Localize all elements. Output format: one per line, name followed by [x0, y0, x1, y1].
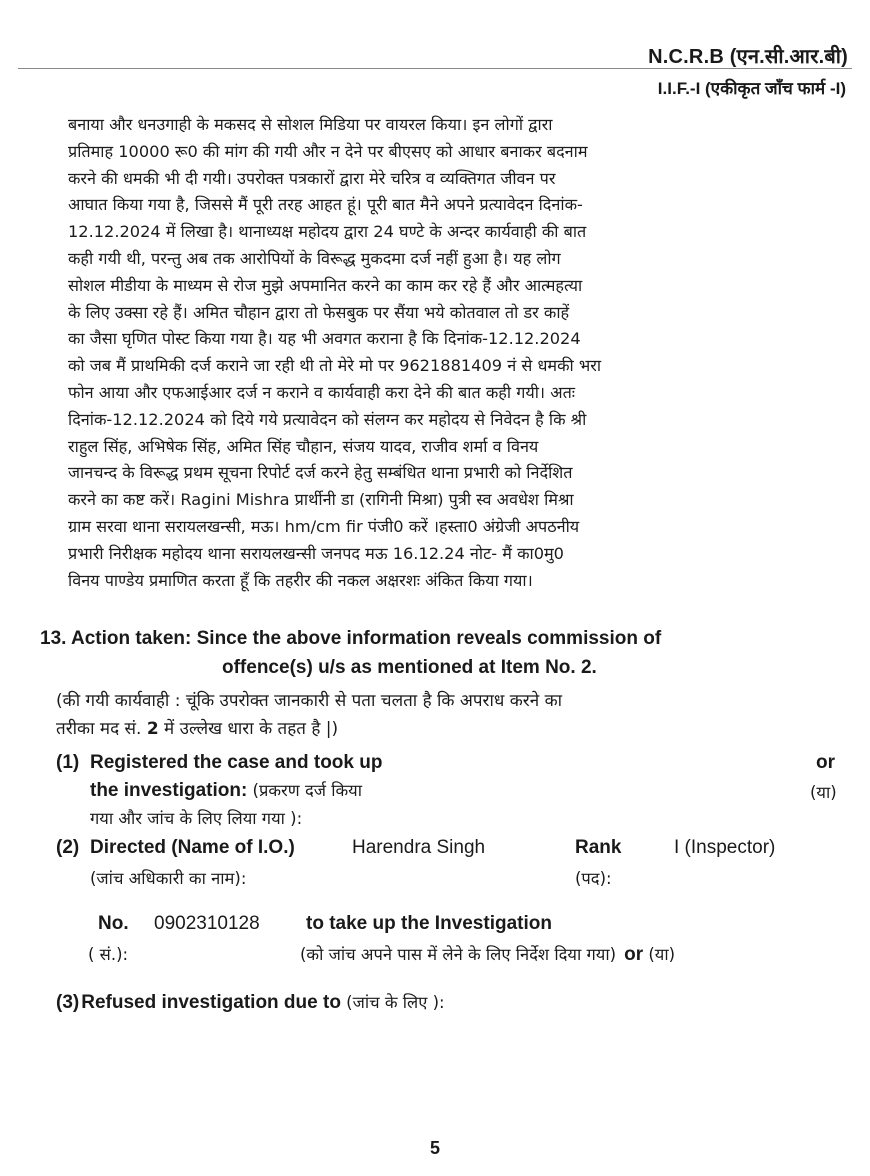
- take-up-label: to take up the Investigation: [306, 913, 552, 934]
- page-number: 5: [429, 1138, 440, 1158]
- rank-label-hi: (पद):: [575, 869, 612, 888]
- io-name: Harendra Singh: [352, 837, 486, 858]
- item-2-or: or: [624, 944, 644, 965]
- hindi-text: में उल्लेख धारा के तहत है |): [158, 719, 339, 739]
- text-line: दिनांक-12.12.2024 को दिये गये प्रत्यावेदन को संलग्न कर महोदय से निवेदन है कि श्री: [68, 409, 587, 429]
- no-value: 0902310128: [154, 913, 260, 934]
- item-1-label-en: the investigation:: [90, 780, 248, 801]
- item-3-label: Refused investigation due to: [81, 992, 341, 1013]
- directive-hi: (को जांच अपने पास में लेने के लिए निर्देश दिया गया): [300, 945, 617, 964]
- item-3-line: [56, 990, 445, 1014]
- item-1-label-hi: (प्रकरण दर्ज किया: [247, 781, 363, 800]
- text-line: फोन आया और एफआईआर दर्ज न कराने व कार्यवाही करा देने की बात कही गयी। अतः: [68, 382, 576, 402]
- text-line: बनाया और धनउगाही के मकसद से सोशल मिडिया पर वायरल किया। इन लोगों द्वारा: [68, 115, 553, 134]
- header-divider: [18, 68, 852, 69]
- item-2-label: Directed (Name of I.O.): [90, 837, 295, 858]
- text-line: को जब मैं प्राथमिकी दर्ज कराने जा रही थी तो मेरे मो पर 9621881409 नं से धमकी भरा: [68, 356, 602, 376]
- item-2-number: (2): [56, 837, 80, 858]
- text-line: करने का कष्ट करें। Ragini Mishra प्रार्थीनी डा (रागिनी मिश्रा) पुत्री स्व अवधेश मिश्रा: [68, 490, 574, 510]
- item-2-or-hi: (या): [643, 945, 676, 964]
- text-line: सोशल मीडीया के माध्यम से रोज मुझे अपमानित करने का काम कर रहे हैं और आत्महत्या: [68, 275, 583, 295]
- text-line: जानचन्द के विरूद्ध प्रथम सूचना रिपोर्ट दर्ज करने हेतु सम्बंधित थाना प्रभारी को निर्देशित: [68, 463, 573, 483]
- item-2-label-hi: (जांच अधिकारी का नाम):: [90, 869, 247, 888]
- item-1-label-cont: [90, 778, 362, 802]
- text-line: का जैसा घृणित पोस्ट किया गया है। यह भी अवगत कराना है कि दिनांक-12.12.2024: [68, 329, 581, 349]
- text-line: 12.12.2024 में लिखा है। थानाध्यक्ष महोदय द्वारा 24 घण्टे के अन्दर कार्यवाही की बात: [68, 222, 587, 242]
- rank-value: I (Inspector): [674, 837, 776, 858]
- item-1-or-hi: (या): [810, 783, 837, 802]
- text-line: प्रतिमाह 10000 रू0 की मांग की गयी और न देने पर बीएसए को आधार बनाकर बदनाम: [68, 141, 588, 161]
- text-line: के लिए उक्सा रहे हैं। अमित चौहान द्वारा तो फेसबुक पर सैंया भये कोतवाल तो डर काहें: [68, 302, 570, 322]
- section-13-heading: 13. Action taken: Since the above information reveals commission of: [40, 628, 662, 649]
- item-3-label-hi: (जांच के लिए ):: [340, 993, 445, 1012]
- item-1-or: or: [816, 752, 835, 773]
- no-label-hi: ( सं.):: [88, 945, 129, 964]
- text-line: प्रभारी निरीक्षक महोदय थाना सरायलखन्सी जनपद मऊ 16.12.24 नोट- मैं का0मु0: [68, 543, 564, 563]
- item-1-number: (1): [56, 752, 80, 773]
- no-label: No.: [98, 913, 129, 934]
- text-line: कही गयी थी, परन्तु अब तक आरोपियों के विरूद्ध मुकदमा दर्ज नहीं हुआ है। यह लोग: [68, 248, 561, 268]
- text-line: राहुल सिंह, अभिषेक सिंह, अमित सिंह चौहान, संजय यादव, राजीव शर्मा व विनय: [68, 436, 539, 456]
- hindi-text: तरीका मद सं.: [56, 719, 147, 739]
- section-13-hindi-cont: [56, 716, 338, 739]
- form-title: N.C.R.B (एन.सी.आर.बी): [648, 46, 848, 68]
- item-3-number: (3): [56, 992, 80, 1013]
- text-line: विनय पाण्डेय प्रमाणित करता हूँ कि तहरीर की नकल अक्षरशः अंकित किया गया।: [68, 570, 533, 590]
- section-13-hindi: (की गयी कार्यवाही : चूंकि उपरोक्त जानकारी से पता चलता है कि अपराध करने का: [56, 691, 563, 711]
- text-line: आघात किया गया है, जिससे मैं पूरी तरह आहत हूं। पूरी बात मैने अपने प्रत्यावेदन दिनांक-: [68, 195, 583, 215]
- item-ref: 2: [146, 719, 159, 739]
- item-1-label-hi-cont: गया और जांच के लिए लिया गया ):: [90, 809, 303, 828]
- directive-line: [300, 942, 675, 966]
- form-subtitle: I.I.F.-I (एकीकृत जाँच फार्म -I): [657, 79, 846, 98]
- section-13-heading-cont: offence(s) u/s as mentioned at Item No. 2.: [222, 657, 597, 678]
- text-line: ग्राम सरवा थाना सरायलखन्सी, मऊ। hm/cm fir पंजी0 करें ।हस्ता0 अंग्रेजी अपठनीय: [68, 516, 580, 536]
- rank-label: Rank: [575, 837, 622, 858]
- text-line: करने की धमकी भी दी गयी। उपरोक्त पत्रकारों द्वारा मेरे चरित्र व व्यक्तिगत जीवन पर: [68, 168, 556, 188]
- complaint-text: [68, 112, 788, 594]
- item-1-label: Registered the case and took up: [90, 752, 383, 773]
